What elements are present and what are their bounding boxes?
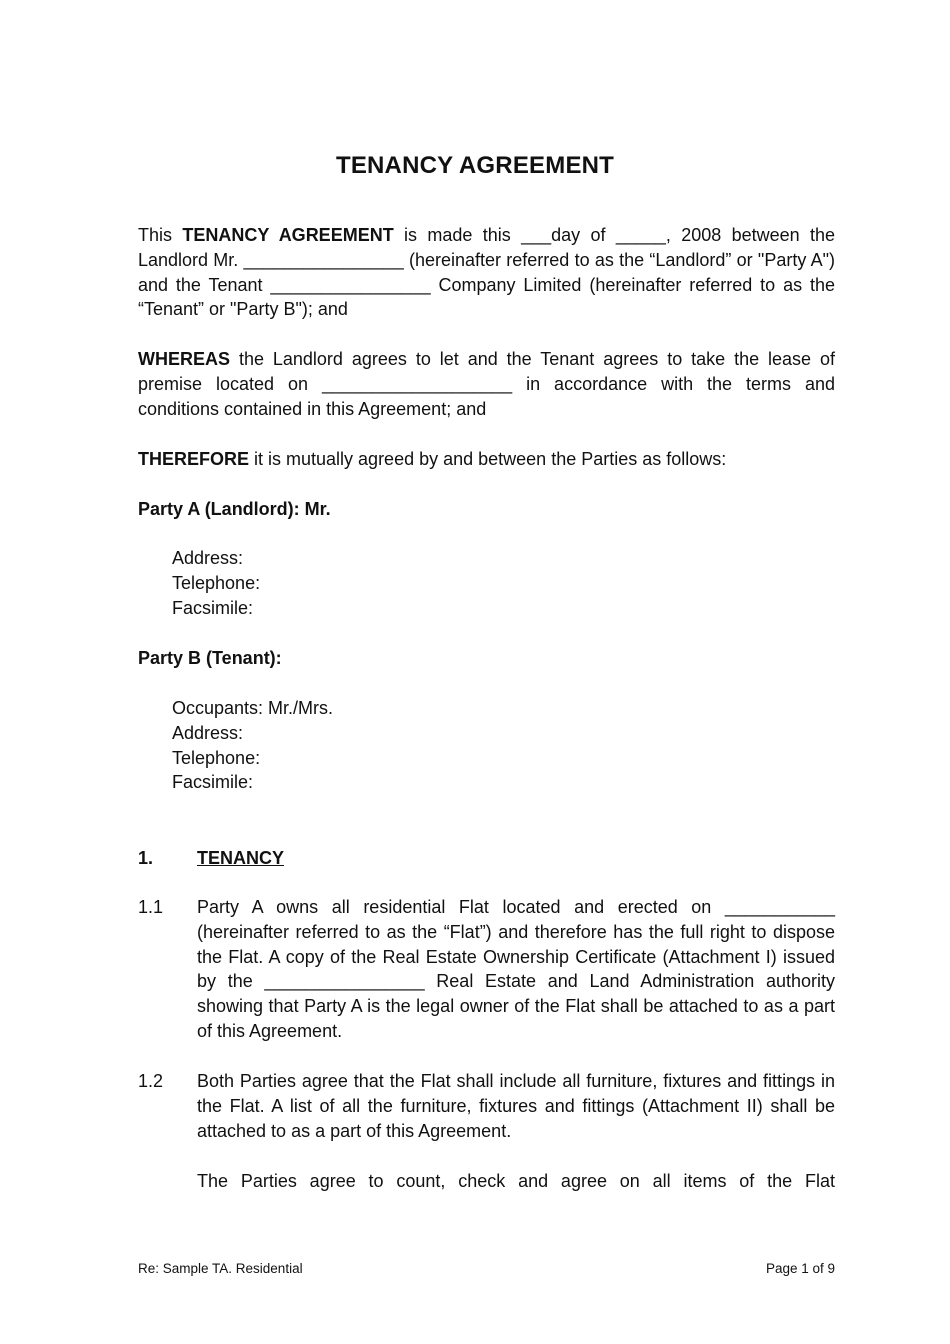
party-a-heading: Party A (Landlord): Mr.: [138, 499, 331, 519]
intro-text-1: This: [138, 225, 183, 245]
party-b-address-label: Address:: [172, 722, 244, 743]
intro-bold: TENANCY AGREEMENT: [182, 225, 394, 245]
clause-1-1-number: 1.1: [138, 897, 164, 917]
party-b-heading: Party B (Tenant):: [138, 648, 282, 668]
intro-paragraph: [138, 223, 835, 322]
whereas-bold: WHEREAS: [138, 349, 231, 369]
section-1-number: 1.: [138, 848, 154, 868]
therefore-paragraph: [138, 447, 835, 472]
footer-document-reference: Re: Sample TA. Residential: [138, 1261, 303, 1276]
clause-1-2-number: 1.2: [138, 1071, 164, 1091]
party-b-facsimile-label: Facsimile:: [172, 772, 254, 793]
party-a-facsimile-label: Facsimile:: [172, 597, 254, 618]
party-a-fields: [172, 546, 260, 620]
party-b-occupants-label: Occupants: Mr./Mrs.: [172, 698, 334, 718]
section-1-title: TENANCY: [197, 848, 285, 868]
party-b-telephone-label: Telephone:: [172, 747, 261, 768]
therefore-text: it is mutually agreed by and between the Parties as follows:: [249, 449, 727, 469]
party-a-address-label: Address:: [172, 548, 244, 568]
document-title: TENANCY AGREEMENT: [335, 152, 615, 179]
whereas-text: the Landlord agrees to let and the Tenant agrees to take the lease of premise located on ___________________ in accordance with the terms and conditions contained in this Agreement; and: [138, 349, 835, 419]
intro-text-2: is made this ___day of _____, 2008 between the Landlord Mr. ________________ (hereinafter referred to as the “Landlord” or "Party A") and the Tenant ________________ Company Limited (hereinafter referred to as the “Tenant” or "Party B"); and: [138, 225, 835, 320]
party-b-fields: [172, 696, 333, 795]
clause-1-1-text: Party A owns all residential Flat located and erected on ___________ (hereinafter referred to as the “Flat”) and therefore has the full right to dispose the Flat. A copy of the Real Estate Ownership Certificate (Attachment I) issued by the ________________ Real Estate and Land Administration authority showing that Party A is the legal owner of the Flat shall be attached to as a part of this Agreement.: [197, 897, 835, 1041]
footer-page-number: Page 1 of 9: [765, 1261, 835, 1276]
clause-1-2-continuation: The Parties agree to count, check and agree on all items of the Flat: [197, 1171, 835, 1191]
therefore-bold: THEREFORE: [138, 449, 250, 469]
party-a-telephone-label: Telephone:: [172, 572, 261, 593]
whereas-paragraph: [138, 347, 835, 421]
clause-1-2-text: Both Parties agree that the Flat shall include all furniture, fixtures and fittings in the Flat. A list of all the furniture, fixtures and fittings (Attachment II) shall be attached to as a part of this Agreement.: [197, 1071, 835, 1141]
